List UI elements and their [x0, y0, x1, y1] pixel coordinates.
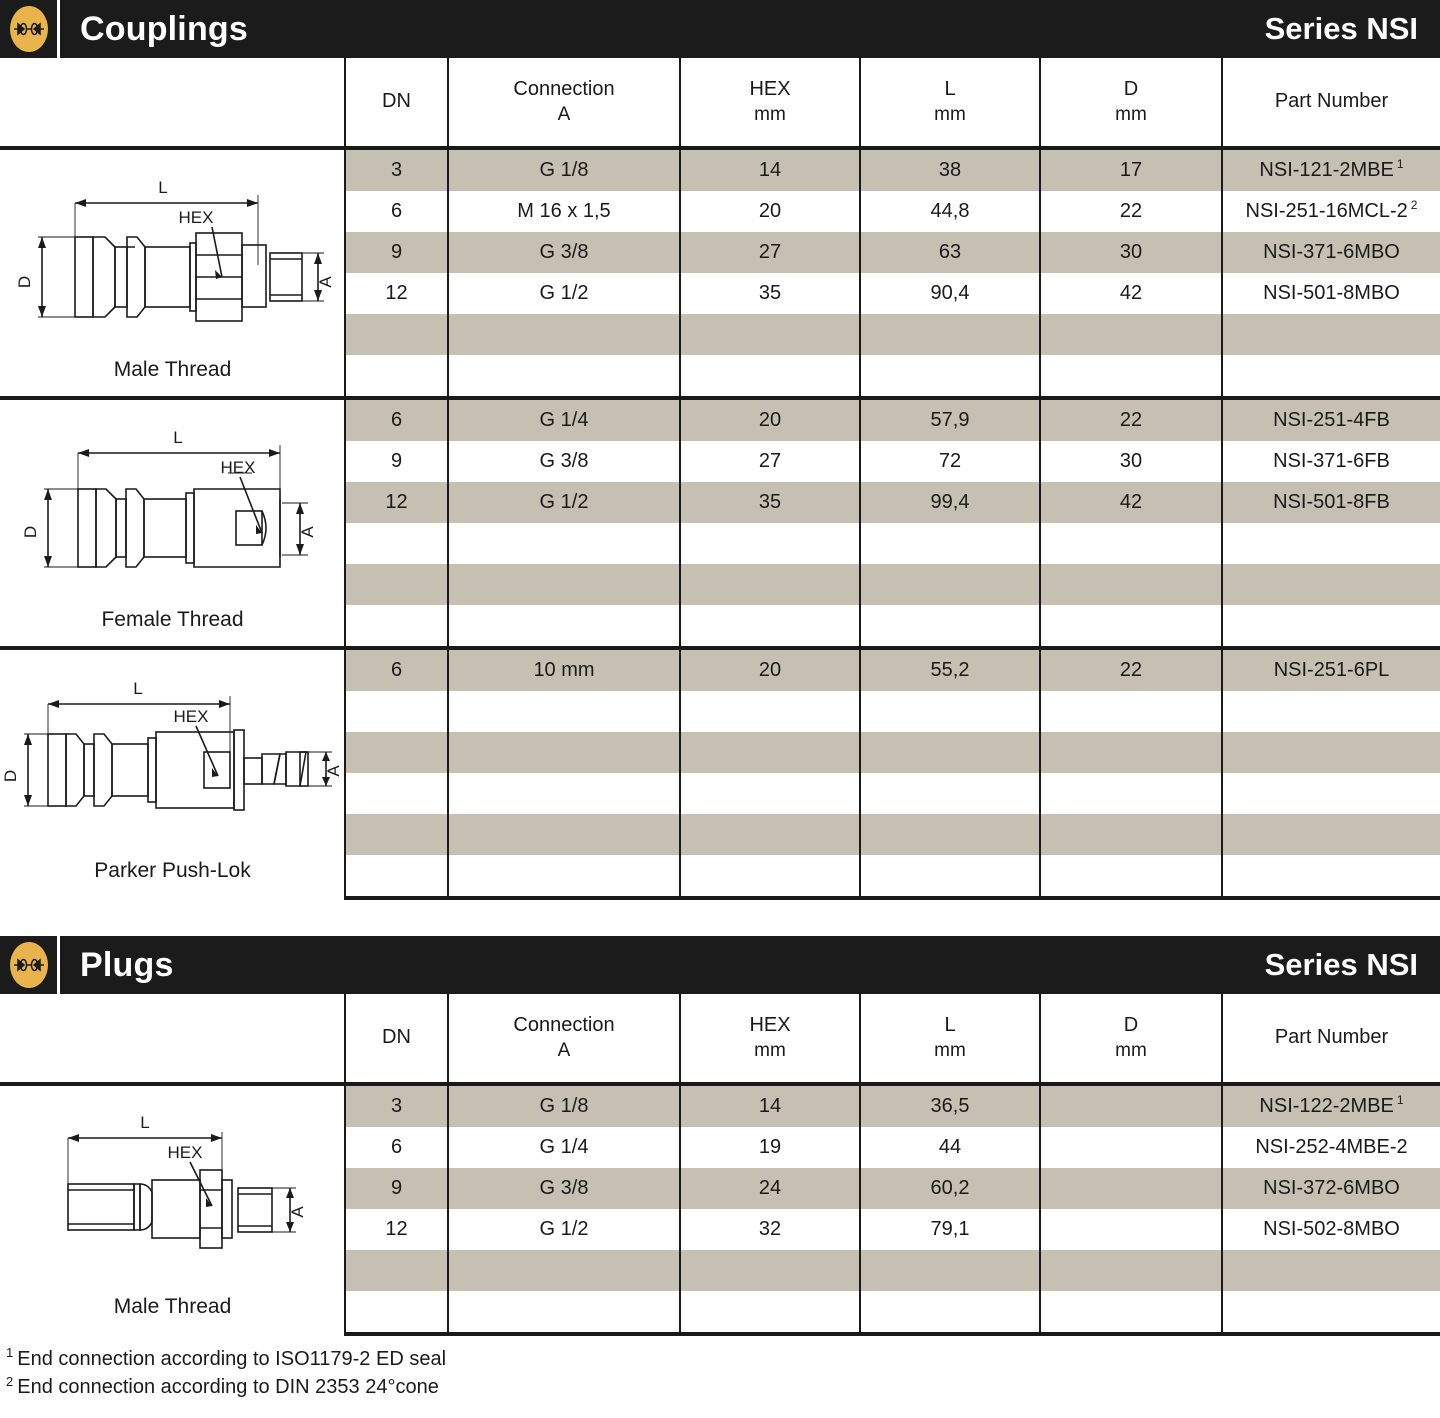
column-header-hex-unit: mm: [754, 103, 786, 125]
cell-part-number: [1222, 1250, 1440, 1291]
cell-hex: 14: [680, 148, 860, 191]
column-header-d: [1040, 994, 1222, 1084]
cell-d: [1040, 773, 1222, 814]
cell-connection: [448, 1291, 680, 1334]
cell-hex: 27: [680, 441, 860, 482]
cell-dn: 6: [345, 1127, 448, 1168]
drawing-female-thread-coupling: [0, 415, 345, 632]
cell-l: [860, 355, 1040, 398]
footnotes: [0, 1336, 1440, 1402]
cell-d: [1040, 1291, 1222, 1334]
cell-dn: [345, 564, 448, 605]
cell-l: 55,2: [860, 648, 1040, 691]
cell-part-number: [1222, 564, 1440, 605]
cell-d: [1040, 605, 1222, 648]
cell-dn: [345, 605, 448, 648]
cell-dn: 9: [345, 1168, 448, 1209]
footnote-marker: 1: [1396, 1093, 1404, 1108]
cell-l: 44: [860, 1127, 1040, 1168]
column-header-connection-main: Connection: [513, 1014, 615, 1037]
cell-part-number: NSI-371-6MBO: [1222, 232, 1440, 273]
column-header-part-number: Part Number: [1222, 994, 1440, 1084]
cell-part-number: [1222, 1291, 1440, 1334]
column-header-l: [860, 994, 1040, 1084]
cell-part-number: [1222, 814, 1440, 855]
column-header-l: [860, 58, 1040, 148]
cell-hex: [680, 564, 860, 605]
column-header-part-number: Part Number: [1222, 58, 1440, 148]
cell-part-number: [1222, 605, 1440, 648]
dim-label-a: A: [288, 1205, 307, 1218]
cell-part-number: NSI-252-4MBE-2: [1222, 1127, 1440, 1168]
drawing-caption: Female Thread: [101, 607, 244, 631]
column-header-hex-main: HEX: [749, 78, 791, 101]
cell-hex: 14: [680, 1084, 860, 1127]
column-header-connection: [448, 994, 680, 1084]
cell-connection: G 3/8: [448, 441, 680, 482]
cell-l: 36,5: [860, 1084, 1040, 1127]
dim-label-a: A: [298, 525, 317, 538]
cell-part-number: [1222, 314, 1440, 355]
table-header-row: [0, 58, 1440, 148]
column-header-l-unit: mm: [934, 1039, 966, 1061]
cell-d: [1040, 1127, 1222, 1168]
cell-l: [860, 314, 1040, 355]
drawing-caption: Male Thread: [113, 357, 232, 381]
cell-dn: [345, 855, 448, 898]
column-header-dn: DN: [345, 58, 448, 148]
cell-d: [1040, 814, 1222, 855]
column-header-l-unit: mm: [934, 103, 966, 125]
cell-dn: 6: [345, 648, 448, 691]
cell-hex: 20: [680, 648, 860, 691]
cell-d: [1040, 1250, 1222, 1291]
column-header-connection-main: Connection: [513, 78, 615, 101]
cell-hex: 20: [680, 191, 860, 232]
column-header-connection-sub: A: [557, 1039, 571, 1061]
cell-dn: [345, 355, 448, 398]
cell-l: 99,4: [860, 482, 1040, 523]
cell-connection: [448, 691, 680, 732]
cell-d: 42: [1040, 482, 1222, 523]
column-header-dn: DN: [345, 994, 448, 1084]
cell-d: [1040, 564, 1222, 605]
section-header-plugs: [0, 936, 1440, 994]
cell-connection: [448, 773, 680, 814]
cell-l: [860, 1250, 1040, 1291]
table-row: [0, 648, 1440, 691]
cell-connection: [448, 814, 680, 855]
cell-l: [860, 523, 1040, 564]
table-row: [0, 1084, 1440, 1127]
cell-connection: [448, 564, 680, 605]
cell-l: 72: [860, 441, 1040, 482]
dim-label-a: A: [324, 764, 343, 777]
drawing-cell-female-thread: [0, 398, 345, 648]
footnote-marker: 1: [1396, 157, 1404, 172]
cell-l: 44,8: [860, 191, 1040, 232]
cell-hex: [680, 773, 860, 814]
cell-l: 63: [860, 232, 1040, 273]
cell-hex: [680, 855, 860, 898]
couplings-table: [0, 58, 1440, 900]
cell-part-number: NSI-372-6MBO: [1222, 1168, 1440, 1209]
drawing-male-thread-coupling: [0, 165, 345, 382]
cell-connection: G 1/4: [448, 1127, 680, 1168]
footnote-1-marker: 1: [6, 1345, 14, 1361]
cell-l: [860, 691, 1040, 732]
cell-hex: 20: [680, 398, 860, 441]
column-header-hex-main: HEX: [749, 1014, 791, 1037]
drawing-caption: Parker Push-Lok: [94, 858, 251, 882]
cell-dn: [345, 732, 448, 773]
cell-dn: [345, 1291, 448, 1334]
cell-hex: [680, 1250, 860, 1291]
cell-hex: [680, 523, 860, 564]
cell-part-number: NSI-501-8MBO: [1222, 273, 1440, 314]
cell-connection: G 1/4: [448, 398, 680, 441]
cell-hex: 35: [680, 482, 860, 523]
cell-connection: G 1/2: [448, 273, 680, 314]
cell-hex: [680, 1291, 860, 1334]
cell-connection: G 3/8: [448, 232, 680, 273]
cell-connection: [448, 523, 680, 564]
cell-connection: M 16 x 1,5: [448, 191, 680, 232]
cell-d: [1040, 314, 1222, 355]
cell-part-number: NSI-122-2MBE $^1$: [1222, 1084, 1440, 1127]
cell-connection: G 1/2: [448, 482, 680, 523]
table-row: [0, 398, 1440, 441]
cell-hex: 35: [680, 273, 860, 314]
cell-d: 17: [1040, 148, 1222, 191]
cell-connection: [448, 605, 680, 648]
dim-label-hex: HEX: [167, 1142, 203, 1162]
dim-label-hex: HEX: [220, 457, 256, 477]
cell-dn: 6: [345, 191, 448, 232]
footnote-2-text: End connection according to DIN 2353 24°cone: [17, 1376, 439, 1399]
cell-part-number: NSI-251-16MCL-2 $^2$: [1222, 191, 1440, 232]
cell-dn: 12: [345, 1209, 448, 1250]
table-header-row: [0, 994, 1440, 1084]
cell-part-number: [1222, 523, 1440, 564]
cell-dn: 6: [345, 398, 448, 441]
cell-part-number: NSI-121-2MBE $^1$: [1222, 148, 1440, 191]
plug-badge: [0, 936, 60, 994]
cell-d: 30: [1040, 232, 1222, 273]
cell-hex: 24: [680, 1168, 860, 1209]
cell-dn: 9: [345, 232, 448, 273]
cell-d: [1040, 1084, 1222, 1127]
section-series-label: Series NSI: [1264, 11, 1418, 46]
cell-d: [1040, 855, 1222, 898]
cell-d: 22: [1040, 648, 1222, 691]
drawing-cell-male-thread: [0, 148, 345, 398]
cell-d: [1040, 1168, 1222, 1209]
cell-connection: [448, 1250, 680, 1291]
dim-label-hex: HEX: [178, 207, 214, 227]
dim-label-a: A: [316, 275, 335, 288]
footnote-1-text: End connection according to ISO1179-2 ED seal: [17, 1348, 447, 1370]
table-row: [0, 148, 1440, 191]
cell-hex: [680, 732, 860, 773]
cell-l: 90,4: [860, 273, 1040, 314]
cell-connection: G 1/2: [448, 1209, 680, 1250]
cell-hex: 32: [680, 1209, 860, 1250]
cell-hex: [680, 605, 860, 648]
dim-label-d: D: [15, 275, 34, 288]
dim-label-l: L: [133, 678, 143, 698]
quick-coupling-icon: [8, 4, 50, 54]
quick-coupling-icon: [8, 940, 50, 990]
cell-part-number: [1222, 855, 1440, 898]
cell-connection: [448, 355, 680, 398]
cell-part-number: NSI-502-8MBO: [1222, 1209, 1440, 1250]
cell-d: [1040, 732, 1222, 773]
cell-d: [1040, 355, 1222, 398]
drawing-male-thread-plug: [0, 1102, 345, 1319]
header-spacer: [0, 58, 345, 148]
cell-l: 38: [860, 148, 1040, 191]
cell-l: 57,9: [860, 398, 1040, 441]
cell-hex: [680, 691, 860, 732]
column-header-d: [1040, 58, 1222, 148]
cell-hex: [680, 314, 860, 355]
cell-l: [860, 855, 1040, 898]
footnote-2-marker: 2: [6, 1373, 14, 1389]
cell-dn: [345, 314, 448, 355]
cell-part-number: [1222, 773, 1440, 814]
drawing-caption: Male Thread: [113, 1294, 232, 1318]
dim-label-l: L: [173, 427, 183, 447]
drawing-push-lok-coupling: [0, 666, 345, 883]
column-header-d-unit: mm: [1115, 103, 1147, 125]
coupling-badge: [0, 0, 60, 58]
section-gap: [0, 900, 1440, 936]
couplings-table-sheet: [0, 58, 1440, 900]
cell-l: 79,1: [860, 1209, 1040, 1250]
cell-dn: [345, 773, 448, 814]
cell-d: 30: [1040, 441, 1222, 482]
cell-dn: 3: [345, 148, 448, 191]
footnote-marker: 2: [1410, 198, 1418, 213]
dim-label-l: L: [140, 1112, 150, 1132]
cell-connection: [448, 314, 680, 355]
dim-label-d: D: [1, 769, 20, 782]
cell-connection: 10 mm: [448, 648, 680, 691]
drawing-cell-male-thread-plug: [0, 1084, 345, 1334]
cell-connection: G 1/8: [448, 1084, 680, 1127]
cell-connection: [448, 732, 680, 773]
cell-d: [1040, 691, 1222, 732]
cell-dn: 3: [345, 1084, 448, 1127]
cell-connection: G 1/8: [448, 148, 680, 191]
cell-part-number: [1222, 691, 1440, 732]
section-title: Couplings: [80, 9, 248, 48]
column-header-hex: [680, 994, 860, 1084]
dim-label-hex: HEX: [173, 706, 209, 726]
plugs-table-sheet: [0, 994, 1440, 1336]
column-header-hex-unit: mm: [754, 1039, 786, 1061]
section-title: Plugs: [80, 945, 174, 984]
cell-dn: [345, 814, 448, 855]
cell-part-number: NSI-251-6PL: [1222, 648, 1440, 691]
dim-label-d: D: [21, 525, 40, 538]
cell-part-number: NSI-371-6FB: [1222, 441, 1440, 482]
cell-part-number: NSI-251-4FB: [1222, 398, 1440, 441]
cell-l: [860, 773, 1040, 814]
cell-connection: G 3/8: [448, 1168, 680, 1209]
cell-d: 42: [1040, 273, 1222, 314]
cell-l: 60,2: [860, 1168, 1040, 1209]
section-header-couplings: [0, 0, 1440, 58]
dim-label-l: L: [158, 177, 168, 197]
cell-hex: 19: [680, 1127, 860, 1168]
section-series-label: Series NSI: [1264, 947, 1418, 982]
cell-dn: [345, 523, 448, 564]
cell-connection: [448, 855, 680, 898]
cell-d: 22: [1040, 398, 1222, 441]
drawing-cell-push-lok: [0, 648, 345, 898]
column-header-connection-sub: A: [557, 103, 571, 125]
cell-l: [860, 814, 1040, 855]
cell-l: [860, 1291, 1040, 1334]
cell-hex: [680, 355, 860, 398]
cell-dn: [345, 1250, 448, 1291]
cell-d: [1040, 1209, 1222, 1250]
cell-l: [860, 564, 1040, 605]
column-header-hex: [680, 58, 860, 148]
cell-d: 22: [1040, 191, 1222, 232]
cell-dn: 9: [345, 441, 448, 482]
column-header-l-main: L: [944, 78, 956, 101]
cell-part-number: [1222, 355, 1440, 398]
cell-l: [860, 732, 1040, 773]
cell-l: [860, 605, 1040, 648]
footnote-2: [6, 1373, 1440, 1401]
cell-dn: 12: [345, 273, 448, 314]
header-spacer: [0, 994, 345, 1084]
cell-hex: [680, 814, 860, 855]
cell-part-number: [1222, 732, 1440, 773]
column-header-connection: [448, 58, 680, 148]
cell-dn: [345, 691, 448, 732]
footnote-1: [6, 1345, 1440, 1373]
column-header-l-main: L: [944, 1014, 956, 1037]
column-header-d-main: D: [1123, 78, 1139, 101]
cell-d: [1040, 523, 1222, 564]
cell-dn: 12: [345, 482, 448, 523]
column-header-d-unit: mm: [1115, 1039, 1147, 1061]
column-header-d-main: D: [1123, 1014, 1139, 1037]
cell-hex: 27: [680, 232, 860, 273]
cell-part-number: NSI-501-8FB: [1222, 482, 1440, 523]
plugs-table: [0, 994, 1440, 1336]
